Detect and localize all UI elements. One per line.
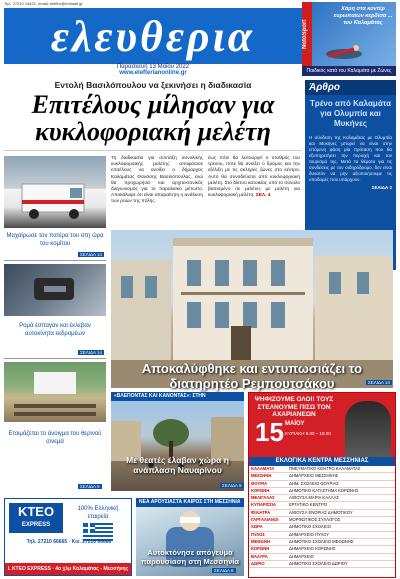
divider — [4, 260, 106, 261]
website-link[interactable]: www.elefterianonline.gr — [119, 70, 187, 76]
athlete-icon — [324, 42, 364, 62]
election-center-address: ΠΝΕΥΜΑΤΙΚΟ ΚΕΝΤΡΟ ΚΑΛΑΜΑΤΑΣ — [287, 466, 395, 473]
page-ref: ΣΕΛΙΔΑ 14 — [80, 350, 103, 355]
lead-body-col1: Τη διαδικασία για σύνταξη συνολικής κυκλοφοριακής μελέτης αποφάσισε επιτέλους να ανοίξει ο δήμαρχος Καλαμάτας Θανάσης Βασιλόπουλος, ενώ θα προχωρήσει και αρχιτεκτονικός διαγωνισμός για το παραλιακό μέτωπο. Αποκάλυψε ότι είναι απαραίτητη η ανάλυση των ροών της πόλης. — [111, 156, 203, 205]
election-center-row — [249, 524, 395, 531]
election-center-row — [249, 531, 395, 538]
election-center-address: ΔΗΜΑΡΧΕΙΟ ΚΟΡΩΝΗΣ — [287, 546, 395, 553]
cinema-photo[interactable] — [4, 362, 106, 422]
sport-strip: Παιδικός κατά του Καλαμάτα με Ζώνες — [302, 66, 396, 76]
election-center-place: ΚΑΛΑΜΑΤΑ — [249, 466, 287, 473]
page-ref: ΣΕΛΙΔΑ 14 — [80, 252, 103, 257]
lead-headline[interactable]: Επιτέλους μίλησαν για κυκλοφοριακή μελέτη — [31, 90, 275, 146]
election-center-place: ΜΕΛΙΓΑΛΑΣ — [249, 495, 287, 502]
election-center-place: ΜΕΘΩΝΗ — [249, 538, 287, 545]
issue-date: Παρασκευή 13 Μαΐου 2022 — [116, 64, 190, 70]
story-caption[interactable]: Ετοιμάζεται το άνοιγμα του θερινού σινεμά — [8, 431, 102, 445]
story-caption[interactable]: Μαχαίρωσε τον πατέρα του στη ώρα του κομίτου — [6, 233, 104, 247]
page-ref: ΣΕΛΙΔΑ 8 — [214, 568, 234, 573]
story-caption[interactable]: Ρομά έσπαγαν και έκλεβαν αυτοκίνητα εκδρομέων — [19, 323, 91, 337]
election-center-place: ΧΩΡΑ — [249, 524, 287, 531]
divider — [4, 150, 302, 151]
photo3-caption[interactable]: Αυτοκτόνησε απόγευμα παρουσίαση στη Μεσσηνία — [140, 548, 239, 566]
opinion-tag: Άρθρο — [305, 80, 396, 95]
kteo-ad[interactable] — [4, 498, 132, 576]
election-center-row — [249, 509, 395, 516]
election-center-row — [249, 517, 395, 524]
kteo-phones: Τηλ. 27210 66665 · Κιν. 27210 66666 — [26, 539, 112, 545]
square-photo[interactable] — [111, 401, 244, 491]
photo2-caption[interactable]: Με θεατές έλαβαν χώρα η ανάπλαση Ναυαρίνου — [126, 455, 229, 475]
election-center-address: ΔΗΜΟΤΙΚΟ ΚΑΤΑΣΤΗΜΑ ΚΟΡΩΝΗΣ — [287, 487, 395, 494]
sport-teaser-text: Χάρη στα κοντέρ ευρωπαίων κερδίσα ... του Καλαμάτας — [333, 6, 393, 26]
kteo-address: I. ΚΤΕΟ EXPRESS · 4ο χλμ Καλαμάτας - Μεσσήνης — [5, 563, 131, 575]
election-center-row — [249, 546, 395, 553]
masthead — [4, 8, 302, 76]
election-center-row — [249, 560, 395, 567]
page-ref: ΣΕΛΙΔΑ 9 — [80, 484, 100, 489]
election-hours: ΚΥΡΙΑΚΗ 9.00 – 19.00 — [285, 431, 331, 436]
election-center-place: ΓΑΡΓΑΛΙΑΝΟΙ — [249, 517, 287, 524]
opinion-page-ref: ΣΕΛΙΔΑ 2 — [371, 185, 392, 190]
election-center-place: ΚΟΡΩΝΗ — [249, 546, 287, 553]
candidate-portrait — [345, 401, 391, 457]
election-center-row — [249, 553, 395, 560]
election-center-address: ΜΟΡΦΩΤΙΚΟΣ ΣΥΛΛΟΓΟΣ — [287, 517, 395, 524]
ambulance-icon — [4, 156, 106, 228]
hand-icon — [4, 264, 106, 316]
election-center-address: ΔΗΜΟΤΙΚΟ ΣΧΟΛΕΙΟ ΔΩΡΙΟΥ — [287, 560, 395, 567]
divider — [4, 358, 106, 359]
election-center-address: ΔΗΜΑΡΧΕΙΟ — [287, 553, 395, 560]
main-photo-caption[interactable]: Αποκαλύφθηκε και εντυπωσιάζει το διατηρητέο Ρεμπουτσάκου — [141, 361, 363, 391]
logo-text: ελευθερια — [50, 11, 256, 61]
lead-page-ref: ΣΕΛ. 4 — [255, 193, 271, 199]
square-illustration — [111, 401, 244, 491]
election-center-place: ΜΕΣΣΗΝΗ — [249, 473, 287, 480]
election-center-address: ΔΗΜΟΤΙΚΟ ΣΧΟΛΕΙΟ ΜΕΘΩΝΗΣ — [287, 538, 395, 545]
page-ref: ΣΕΛΙΔΑ 9 — [222, 483, 242, 488]
election-center-address: ΔΗΜΑΡΧΕΙΟ ΜΕΣΣΗΝΗΣ — [287, 473, 395, 480]
election-center-place: ΠΥΛΟΣ — [249, 531, 287, 538]
election-center-row — [249, 473, 395, 480]
kteo-logo-text: ΚΤΕΟ — [17, 504, 55, 519]
date-bar — [4, 64, 302, 76]
election-ad[interactable] — [248, 392, 396, 578]
election-center-address: ΔΗΜΟΤΙΚΟ ΣΧΟΛΕΙΟ — [287, 524, 395, 531]
election-center-row — [249, 538, 395, 545]
election-center-place: ΘΟΥΡΙΑ — [249, 480, 287, 487]
election-month: ΜΑΪΟΥ — [285, 421, 305, 427]
election-centers-table — [249, 466, 395, 568]
election-slogan: ΨΗΦΙΖΟΥΜΕ ΟΛΟΙ! ΤΟΥΣ ΣΤΕΛΝΟΥΜΕ ΠΙΣΩ ΤΟΝ ΑΧΑΡΙΑΝΕΩΝ — [254, 396, 334, 418]
election-day: 15 — [255, 417, 284, 447]
election-center-row — [249, 487, 395, 494]
election-center-place: ΦΙΛΙΑΤΡΑ — [249, 509, 287, 516]
election-center-address: ΕΡΓΑΤΙΚΟ ΚΕΝΤΡΟ — [287, 502, 395, 509]
kteo-logo — [9, 503, 63, 533]
election-center-row — [249, 495, 395, 502]
photo2-header: «ΒΛΕΠΟΝΤΑΣ ΚΑΙ ΚΑΝΟΝΤΑΣ»: ΣΤΗΝ — [111, 392, 244, 401]
election-center-row — [249, 466, 395, 473]
opinion-title: Τρένο από Καλαμάτα για Ολυμπία και Μυκήνες — [309, 99, 391, 128]
contact-line: Τηλ. 27210 14421, email: elefthr@hotmail.gr — [4, 1, 83, 6]
election-center-place: ΒΑΛΥΡΑ — [249, 553, 287, 560]
election-banner — [249, 393, 395, 457]
election-center-place: ΚΟΡΩΝΗ — [249, 487, 287, 494]
election-center-place: ΔΩΡΙΟ — [249, 560, 287, 567]
lead-kicker: Εντολή Βασιλόπουλου να ξεκινήσει η διαδικασία — [54, 80, 252, 90]
screen-icon — [4, 362, 106, 422]
sport-brand: NotoSport — [302, 2, 312, 66]
election-center-place: ΚΥΠΑΡΙΣΣΙΑ — [249, 502, 287, 509]
kteo-tagline — [67, 505, 129, 541]
photo3-header: ΝΕΑ ΑΡΟΥΣΙΑΣΤΑ ΚΑΙΡΟΣ ΣΤΗ ΜΕΣΣΗΝΙΑ — [136, 498, 244, 507]
election-list-title: ΕΚΛΟΓΙΚΑ ΚΕΝΤΡΑ ΜΕΣΣΗΝΙΑΣ — [249, 457, 395, 466]
lead-body-col2 — [208, 156, 300, 199]
election-center-address: ΑΙΘΟΥΣΑ ΜΑΡΙΑ ΚΑΛΛΑΣ — [287, 495, 395, 502]
election-center-address: ΔΗΜΑΡΧΕΙΟ ΠΥΛΟΥ — [287, 531, 395, 538]
election-center-row — [249, 480, 395, 487]
car-thief-photo[interactable] — [4, 264, 106, 316]
newspaper-logo[interactable] — [4, 8, 302, 64]
page-ref: ΣΕΛΙΔΑ 14 — [368, 380, 391, 385]
lead-body-col2-text: έως πότε θα λειτουργεί ο σταθμός του τρένου, πότε θα ανοίξει ο δρόμος και την εξέλιξη με τις σκληρές ζώνες στο κέντρο. Αυτό θα συνοδεύεται από κυκλοφοριακή μελέτη. Στο δίκτυο κατοικίας υπό το σύνολο βασισμένο σε μελέτες με μελέτη για κυκλοφοριακή μελέτη. — [208, 156, 300, 199]
kteo-tagline-text: 100% Ελληνική εταιρεία — [77, 506, 119, 520]
ambulance-photo[interactable] — [4, 156, 106, 228]
election-center-row — [249, 502, 395, 509]
election-center-address: ΔΗΜ. ΣΧΟΛΕΙΟ ΘΟΥΡΙΑΣ — [287, 480, 395, 487]
sport-teaser[interactable] — [302, 2, 396, 66]
election-center-address: ΑΙΘΟΥΣΑ ΕΝΟΡΙΑΣ ΔΗΜΟΤΙΚΟΥ — [287, 509, 395, 516]
kteo-logo-sub: EXPRESS — [21, 522, 51, 528]
opinion-body: Η σύνδεση της Καλαμάτας με Ολυμπία και Μυκήνες μπορεί να είναι στην επόμενη φάση μία πρόταση που θα εξυπηρετήσει την περιοχή και τον τουρισμό της. Μετά τα θέματα για τις συνδέσεις με τον σιδηρόδρομο, δεν είναι δυνατόν να μην αξιοποιήσουμε τις υποδομές που υπάρχουν. — [309, 135, 392, 182]
